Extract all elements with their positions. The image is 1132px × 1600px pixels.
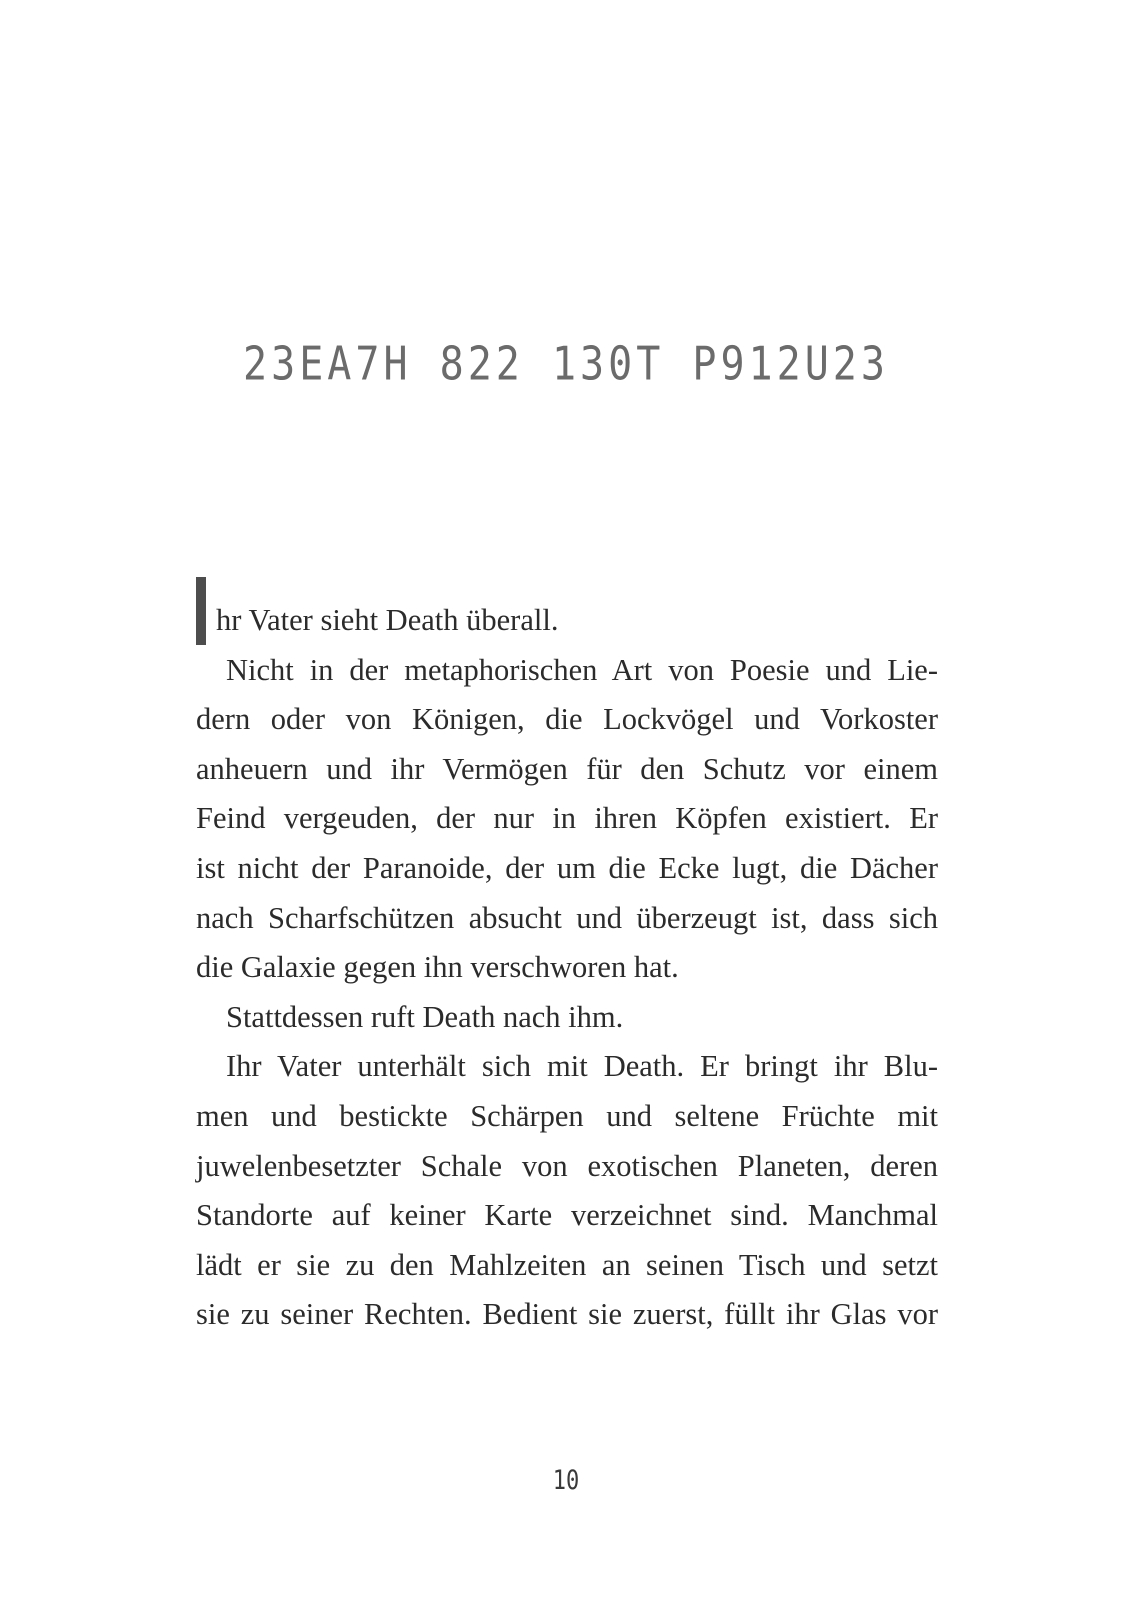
- paragraph-line: nach Scharfschützen absucht und überzeugt ist, dass sich: [196, 900, 938, 935]
- paragraph-line: ist nicht der Paranoide, der um die Ecke lugt, die Dächer: [196, 850, 938, 885]
- paragraph-line: lädt er sie zu den Mahlzeiten an seinen Tisch und setzt: [196, 1247, 938, 1282]
- paragraph-line: sie zu seiner Rechten. Bedient sie zuerst, füllt ihr Glas vor: [196, 1297, 938, 1332]
- paragraph-line: [196, 596, 938, 646]
- body-text: [196, 596, 938, 1340]
- page-number: 10: [552, 1466, 580, 1496]
- paragraph-line: anheuern und ihr Vermögen für den Schutz vor einem: [196, 751, 938, 786]
- paragraph-line: Stattdessen ruft Death nach ihm.: [226, 999, 624, 1034]
- chapter-heading: 23EA7H 822 130T P912U23: [243, 338, 889, 391]
- paragraph-line: Ihr Vater unterhält sich mit Death. Er bringt ihr Blu-: [226, 1049, 938, 1084]
- paragraph-line: Feind vergeuden, der nur in ihren Köpfen existiert. Er: [196, 801, 938, 836]
- paragraph-line: dern oder von Königen, die Lockvögel und Vorkoster: [196, 702, 938, 737]
- paragraph-line: Nicht in der metaphorischen Art von Poesie und Lie-: [226, 652, 938, 687]
- paragraph-line: die Galaxie gegen ihn verschworen hat.: [196, 950, 679, 985]
- paragraph-line: Standorte auf keiner Karte verzeichnet sind. Manchmal: [196, 1198, 938, 1233]
- first-line-text: hr Vater sieht Death überall.: [216, 603, 559, 637]
- paragraph-line: juwelenbesetzter Schale von exotischen Planeten, deren: [196, 1148, 938, 1183]
- drop-cap-bar: [196, 577, 206, 645]
- paragraph-line: men und bestickte Schärpen und seltene Früchte mit: [196, 1098, 938, 1133]
